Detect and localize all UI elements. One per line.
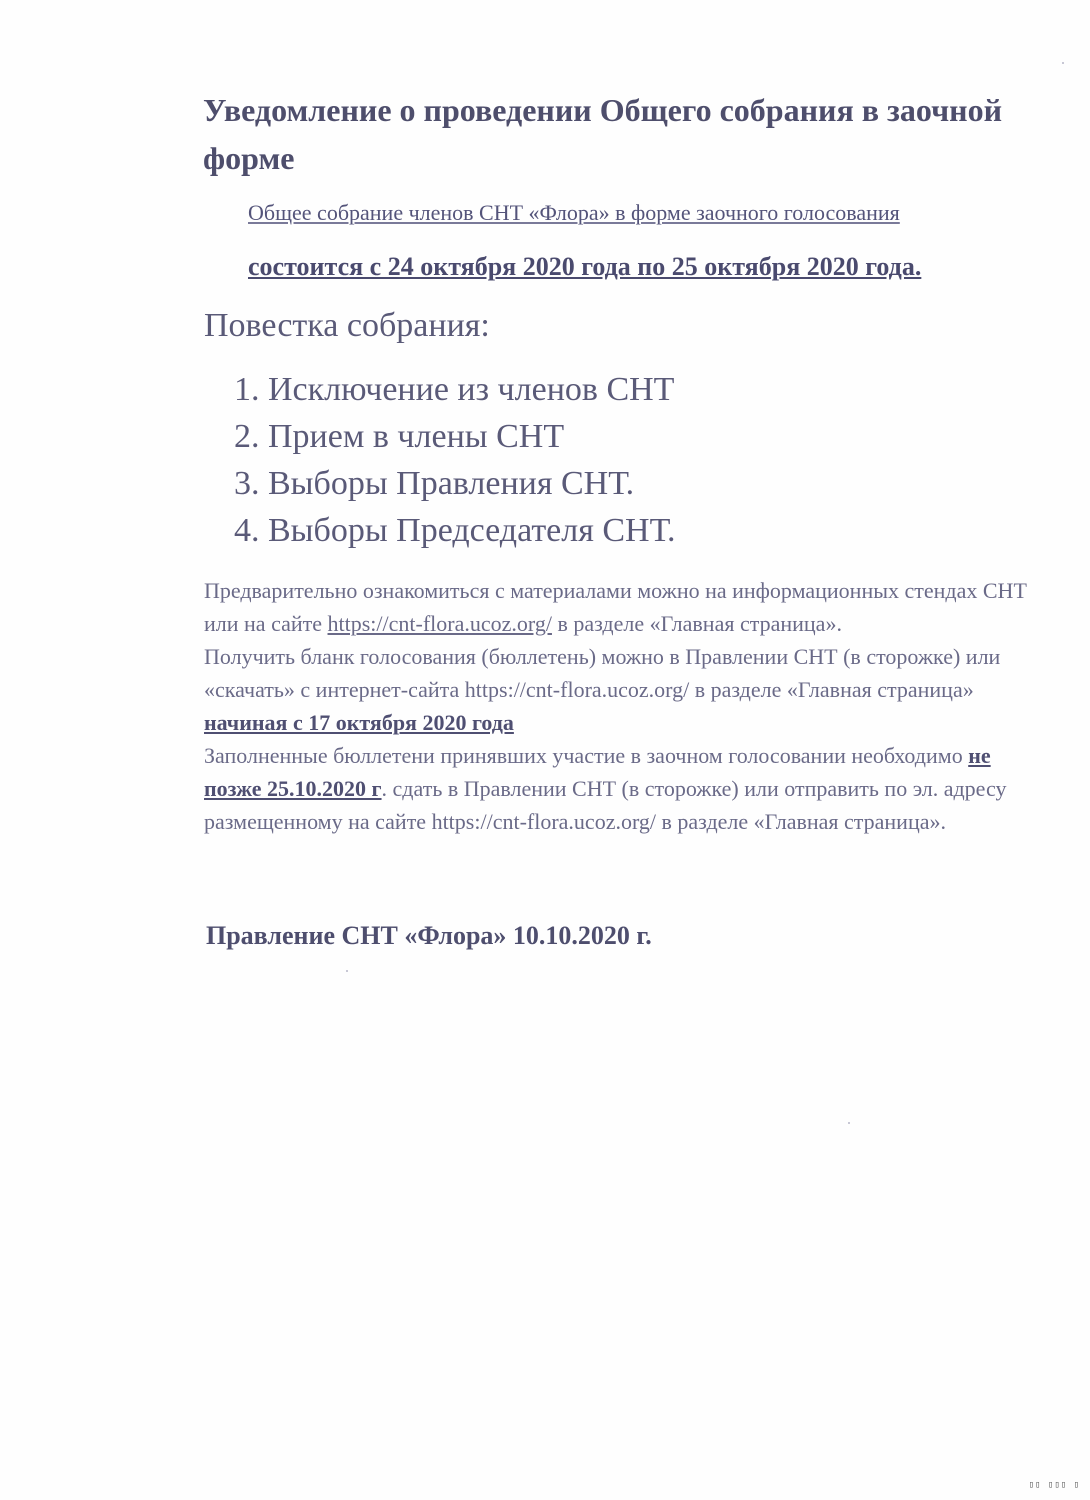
- ballot-start-date: начиная с 17 октября 2020 года: [204, 710, 514, 735]
- agenda-item: [234, 507, 675, 554]
- scan-speck: [1062, 62, 1064, 64]
- agenda-item-text: Прием в члены СНТ: [268, 418, 565, 455]
- agenda-item-text: Исключение из членов СНТ: [268, 371, 675, 408]
- scan-speck: [346, 970, 348, 972]
- materials-text-end: в разделе «Главная страница».: [551, 611, 842, 636]
- notice-title: Уведомление о проведении Общего собрания в заочной форме: [203, 92, 1002, 176]
- agenda-item: [234, 460, 675, 507]
- site-link[interactable]: https://cnt-flora.ucoz.org/: [327, 611, 552, 636]
- agenda-heading: Повестка собрания:: [204, 307, 490, 344]
- submission-deadline: не позже 25.10.2020 г: [204, 743, 991, 801]
- submission-paragraph: [204, 739, 1044, 838]
- signature: Правление СНТ «Флора» 10.10.2020 г.: [206, 921, 652, 950]
- agenda-item-text: Выборы Председателя СНТ.: [268, 512, 676, 549]
- scan-footer-marks: ▯▯ ▯▯▯ ▯: [1028, 1480, 1080, 1490]
- agenda-item-text: Выборы Правления СНТ.: [268, 465, 635, 502]
- scan-speck: [848, 1122, 850, 1124]
- agenda-item-number: 4.: [234, 512, 260, 549]
- submission-text-end: . сдать в Правлении СНТ (в сторожке) или отправить по эл. адресу размещенному на сайте https://cnt-flora.ucoz.org/ в разделе «Главная страница».: [204, 776, 1007, 834]
- agenda-item-number: 3.: [234, 465, 260, 502]
- agenda-item: [234, 413, 675, 460]
- ballot-text: Получить бланк голосования (бюллетень) можно в Правлении СНТ (в сторожке) или «скачать» с интернет-сайта https://cnt-flora.ucoz.org/ в разделе «Главная страница»: [204, 644, 1001, 702]
- agenda-list: [234, 366, 675, 554]
- ballot-paragraph: [204, 640, 1044, 739]
- agenda-item-number: 1.: [234, 371, 260, 408]
- agenda-item-number: 2.: [234, 418, 260, 455]
- submission-text: Заполненные бюллетени принявших участие в заочном голосовании необходимо: [204, 743, 969, 768]
- instructions: [204, 574, 1044, 838]
- intro-line: Общее собрание членов СНТ «Флора» в форме заочного голосования: [248, 200, 900, 225]
- materials-text: Предварительно ознакомиться с материалами можно на информационных стендах СНТ или на сайте: [204, 578, 1027, 636]
- agenda-item: [234, 366, 675, 413]
- meeting-dates: состоится с 24 октября 2020 года по 25 октября 2020 года.: [248, 252, 922, 281]
- materials-paragraph: [204, 574, 1044, 640]
